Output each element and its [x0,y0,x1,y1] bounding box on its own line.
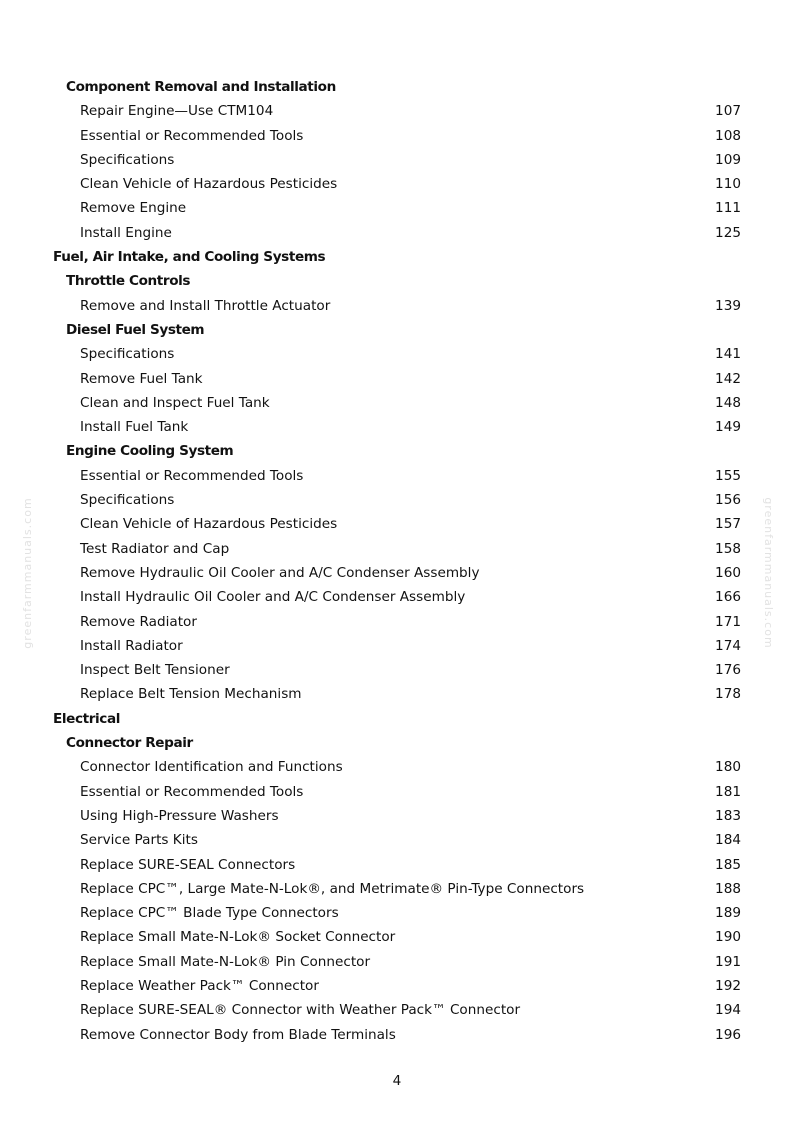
toc-entry[interactable] [0,950,794,974]
toc-entry[interactable] [0,925,794,949]
toc-entry-title: Remove Connector Body from Blade Terminals [80,1026,396,1043]
toc-entry-page-number: 111 [715,200,741,217]
toc-entry[interactable] [0,99,794,123]
toc-entry[interactable] [0,561,794,585]
toc-entry-page-number: 184 [715,832,741,849]
toc-entry-page-number: 149 [715,419,741,436]
toc-entry-title: Essential or Recommended Tools [80,783,304,800]
watermark-left: greenfarmmanuals.com [21,497,34,649]
toc-entry-page-number: 196 [715,1026,741,1043]
toc-entry-title: Throttle Controls [66,273,191,290]
toc-entry-title: Using High-Pressure Washers [80,807,279,824]
toc-entry[interactable] [0,1023,794,1047]
toc-entry[interactable] [0,585,794,609]
watermark-right: greenfarmmanuals.com [762,497,775,649]
toc-entry[interactable] [0,682,794,706]
toc-entry-title: Electrical [53,710,120,727]
toc-entry-page-number: 110 [715,176,741,193]
toc-entry-title: Specifications [80,346,175,363]
page-number: 4 [392,1073,402,1089]
table-of-contents [0,75,794,1047]
toc-entry-title: Install Engine [80,224,172,241]
toc-entry-page-number: 171 [715,613,741,630]
toc-subsection-heading [0,269,794,293]
toc-entry[interactable] [0,804,794,828]
toc-entry[interactable] [0,294,794,318]
toc-entry-page-number: 191 [715,953,741,970]
toc-entry-page-number: 194 [715,1002,741,1019]
toc-entry-title: Remove Engine [80,200,187,217]
toc-entry-title: Replace Weather Pack™ Connector [80,977,319,994]
toc-entry[interactable] [0,196,794,220]
toc-section-heading [0,245,794,269]
toc-entry-page-number: 183 [715,807,741,824]
toc-entry-page-number: 176 [715,662,741,679]
toc-subsection-heading [0,439,794,463]
toc-entry[interactable] [0,537,794,561]
toc-entry[interactable] [0,755,794,779]
toc-entry-page-number: 148 [715,394,741,411]
toc-entry-title: Essential or Recommended Tools [80,467,304,484]
toc-entry-page-number: 181 [715,783,741,800]
toc-entry-title: Remove Fuel Tank [80,370,203,387]
toc-entry[interactable] [0,853,794,877]
toc-entry-title: Remove Hydraulic Oil Cooler and A/C Condenser Assembly [80,564,480,581]
toc-entry-page-number: 158 [715,540,741,557]
toc-entry[interactable] [0,124,794,148]
toc-subsection-heading [0,731,794,755]
toc-entry[interactable] [0,172,794,196]
toc-entry-page-number: 192 [715,977,741,994]
toc-entry-page-number: 141 [715,346,741,363]
toc-entry-title: Clean and Inspect Fuel Tank [80,394,270,411]
toc-entry-title: Remove and Install Throttle Actuator [80,297,331,314]
toc-entry-page-number: 142 [715,370,741,387]
toc-entry-page-number: 139 [715,297,741,314]
toc-entry[interactable] [0,367,794,391]
toc-entry-page-number: 156 [715,492,741,509]
toc-entry-title: Replace Belt Tension Mechanism [80,686,302,703]
toc-subsection-heading [0,75,794,99]
toc-entry-title: Fuel, Air Intake, and Cooling Systems [53,249,326,266]
toc-entry-title: Service Parts Kits [80,832,198,849]
toc-entry[interactable] [0,610,794,634]
toc-entry[interactable] [0,488,794,512]
toc-entry-title: Install Fuel Tank [80,419,189,436]
toc-entry-title: Connector Identification and Functions [80,759,343,776]
toc-entry-title: Clean Vehicle of Hazardous Pesticides [80,176,338,193]
toc-entry[interactable] [0,901,794,925]
toc-entry-title: Replace CPC™, Large Mate-N-Lok®, and Metrimate® Pin-Type Connectors [80,880,585,897]
toc-entry-title: Replace SURE-SEAL Connectors [80,856,296,873]
toc-entry-title: Replace Small Mate-N-Lok® Pin Connector [80,953,371,970]
toc-entry[interactable] [0,877,794,901]
toc-entry[interactable] [0,391,794,415]
toc-entry[interactable] [0,148,794,172]
toc-entry-page-number: 188 [715,880,741,897]
toc-subsection-heading [0,318,794,342]
toc-entry-title: Install Radiator [80,637,183,654]
toc-entry-title: Replace Small Mate-N-Lok® Socket Connector [80,929,396,946]
toc-entry-page-number: 155 [715,467,741,484]
toc-entry-title: Engine Cooling System [66,443,234,460]
toc-entry-page-number: 178 [715,686,741,703]
toc-entry-title: Install Hydraulic Oil Cooler and A/C Condenser Assembly [80,589,466,606]
toc-entry-title: Replace CPC™ Blade Type Connectors [80,905,339,922]
toc-entry[interactable] [0,998,794,1022]
toc-entry-title: Essential or Recommended Tools [80,127,304,144]
toc-entry[interactable] [0,634,794,658]
toc-entry[interactable] [0,780,794,804]
toc-entry-title: Clean Vehicle of Hazardous Pesticides [80,516,338,533]
toc-entry-title: Test Radiator and Cap [80,540,230,557]
toc-entry-title: Replace SURE-SEAL® Connector with Weather Pack™ Connector [80,1002,521,1019]
toc-entry[interactable] [0,974,794,998]
toc-entry[interactable] [0,658,794,682]
toc-entry-page-number: 107 [715,103,741,120]
toc-entry-page-number: 190 [715,929,741,946]
toc-entry-title: Inspect Belt Tensioner [80,662,230,679]
toc-entry-title: Repair Engine—Use CTM104 [80,103,274,120]
toc-entry-title: Specifications [80,492,175,509]
toc-entry-title: Diesel Fuel System [66,321,205,338]
toc-entry[interactable] [0,512,794,536]
toc-entry-page-number: 189 [715,905,741,922]
toc-entry-page-number: 180 [715,759,741,776]
toc-entry-page-number: 166 [715,589,741,606]
toc-entry-page-number: 160 [715,564,741,581]
toc-entry-title: Remove Radiator [80,613,197,630]
toc-entry[interactable] [0,221,794,245]
toc-entry-page-number: 174 [715,637,741,654]
toc-entry-title: Component Removal and Installation [66,79,336,95]
toc-entry[interactable] [0,342,794,366]
toc-entry-page-number: 108 [715,127,741,144]
toc-entry[interactable] [0,464,794,488]
toc-entry-page-number: 125 [715,224,741,241]
toc-entry-title: Specifications [80,151,175,168]
toc-entry[interactable] [0,415,794,439]
toc-entry-title: Connector Repair [66,735,193,752]
toc-entry[interactable] [0,828,794,852]
toc-entry-page-number: 185 [715,856,741,873]
toc-section-heading [0,707,794,731]
toc-entry-page-number: 109 [715,151,741,168]
toc-entry-page-number: 157 [715,516,741,533]
